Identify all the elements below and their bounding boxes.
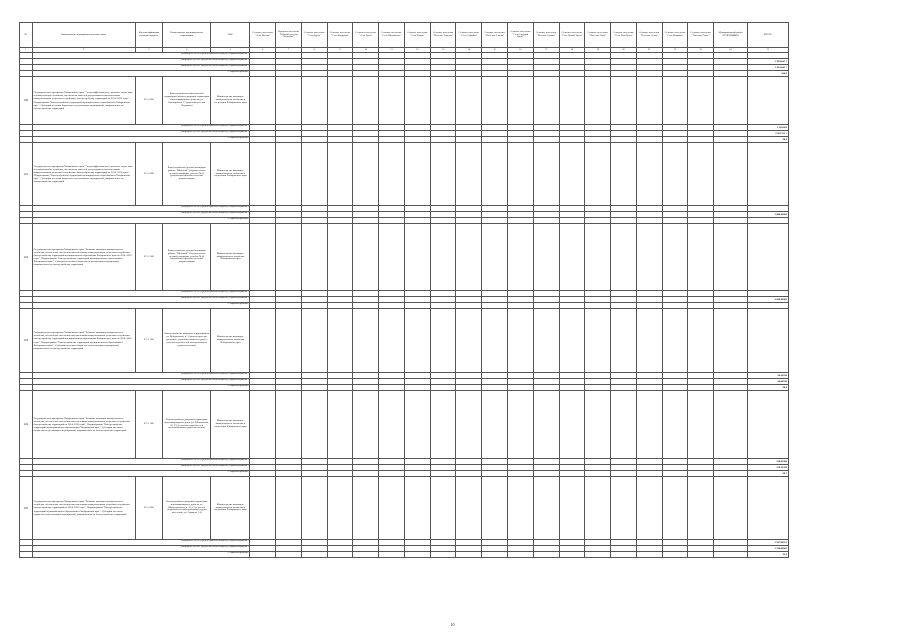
project-object: Благоустройство детской площадки района "Шахтный" (Строительство детской площадки, участок № 2) (разработка проектно-сметной документации) <box>163 143 211 206</box>
value-cell-empty <box>636 391 662 459</box>
value-cell-empty <box>714 477 748 540</box>
value-cell-empty <box>327 552 353 558</box>
value-cell-empty <box>688 391 714 459</box>
value-cell-empty <box>533 143 559 206</box>
column-number: 2 <box>32 48 135 53</box>
value-cell-empty <box>379 143 405 206</box>
value-cell-empty <box>456 224 482 291</box>
value-cell-empty <box>404 224 430 291</box>
column-number: 10 <box>353 48 379 53</box>
value-cell-empty <box>250 552 276 558</box>
value-cell-empty <box>688 77 714 125</box>
column-number: 1 <box>20 48 33 53</box>
project-object: Благоустройство детской площадки района "Шахтный" (Строительство детской площадки, участок № 4) (разработка проектно-сметной документации) <box>163 224 211 291</box>
finance-label: утверждено (за счет средств местного бюджета) (софинансирование) <box>32 131 250 137</box>
finance-label: % софинансирования <box>32 71 250 77</box>
project-description: Государственная программа Хабаровского края "Энергоэффективность, развитие энергетики и коммунального хозяйства, обеспечение жителей доступными и качественными коммунальными услугами и содействие благоустройству территорий на 2014–2020 годы". Подпрограмма "Благоустройство территорий муниципальных образований в Хабаровском крае". Субсидии местным бюджетам на реализацию мероприятий, направленных на благоустройство территорий <box>32 77 135 125</box>
header-grbs: ГРБС <box>211 23 250 48</box>
project-number: 125 <box>20 477 33 540</box>
header-poselenie: Сельское поселение "Село Тырма" <box>404 23 430 48</box>
total-value: 99,8 <box>747 385 788 391</box>
project-budget-code: 071 1 000 <box>135 309 162 373</box>
value-cell-empty <box>636 552 662 558</box>
value-cell-empty <box>430 143 456 206</box>
project-number: 120 <box>20 77 33 125</box>
total-value: 2 963,647 ? <box>747 65 788 71</box>
project-row <box>20 391 789 459</box>
project-row <box>20 77 789 125</box>
value-cell-empty <box>636 309 662 373</box>
total-value: 64,16700 <box>747 373 788 379</box>
value-cell-empty <box>714 552 748 558</box>
column-number: 24 <box>714 48 748 53</box>
finance-label: утверждено (за счет средств местного бюджета) (софинансирование) <box>32 212 250 218</box>
value-cell-empty <box>559 77 585 125</box>
total-value: 91,3 <box>747 552 788 558</box>
value-cell-empty <box>404 77 430 125</box>
column-number: 15 <box>482 48 508 53</box>
value-cell-empty <box>636 77 662 125</box>
header-poselenie: Сельское поселение "Село Усть-Ургал" <box>611 23 637 48</box>
value-cell-empty <box>404 143 430 206</box>
value-cell-empty <box>301 309 327 373</box>
value-cell-empty <box>688 477 714 540</box>
value-cell-empty <box>482 391 508 459</box>
value-cell-empty <box>688 309 714 373</box>
value-cell-empty <box>533 309 559 373</box>
column-number: 16 <box>508 48 534 53</box>
header-poselenie: Сельское поселение "Село Шахтинское" <box>379 23 405 48</box>
column-number: 23 <box>688 48 714 53</box>
header-poselenie: Сельское поселение "Село Софийск" <box>456 23 482 48</box>
value-cell-empty <box>404 477 430 540</box>
value-cell-empty <box>611 77 637 125</box>
total-value: 64,06700 <box>747 379 788 385</box>
value-cell-empty <box>585 77 611 125</box>
financing-table <box>19 22 789 558</box>
value-cell-empty <box>482 552 508 558</box>
finance-label: утверждено (за счет средств краевого бюджета) (софинансирование) <box>32 459 250 465</box>
finance-label: % софинансирования <box>32 552 250 558</box>
value-cell-empty <box>327 477 353 540</box>
value-cell-empty <box>482 143 508 206</box>
value-cell-empty <box>276 309 302 373</box>
value-cell-empty <box>353 391 379 459</box>
value-cell-empty <box>456 309 482 373</box>
value-cell-empty <box>276 477 302 540</box>
project-budget-code: 071 4 000 <box>135 477 162 540</box>
value-cell-empty <box>276 143 302 206</box>
value-cell-empty <box>585 552 611 558</box>
finance-label: утверждено (за счет средств местного бюджета) (софинансирование) <box>32 65 250 71</box>
value-cell-empty <box>508 477 534 540</box>
total-value: 3 563,602 <box>747 125 788 131</box>
finance-label: % софинансирования <box>32 303 250 309</box>
total-value: 99,7 <box>747 471 788 477</box>
value-cell-empty <box>250 143 276 206</box>
value-cell-empty <box>662 391 688 459</box>
value-cell-empty <box>379 224 405 291</box>
header-budget-code: Код классификации расходов бюджета <box>135 23 162 48</box>
total-value: 2 963,647 ? <box>747 59 788 65</box>
header-poselenie: Сельское поселение "Поселок Ганко" <box>688 23 714 48</box>
column-number: 7 <box>276 48 302 53</box>
value-cell-empty <box>636 224 662 291</box>
value-cell-empty <box>508 143 534 206</box>
project-number: 122 <box>20 224 33 291</box>
header-no: № <box>20 23 33 48</box>
project-row <box>20 143 789 206</box>
project-number: 123 <box>20 309 33 373</box>
finance-label: утверждено (за счет средств местного бюджета) (софинансирование) <box>32 297 250 303</box>
finance-label: % софинансирования <box>32 137 250 143</box>
header-mr: Муниципальный район (ГЕЛЕНДЖИК) <box>714 23 748 48</box>
column-number: 12 <box>404 48 430 53</box>
value-cell-empty <box>662 143 688 206</box>
project-description: Государственная программа Хабаровского края "Развитие жилищно-коммунального хозяйства, обеспечение населения качественными коммунальными услугами и содействие благоустройству территорий на 2014–2020 годы". Подпрограмма "Благоустройство территорий муниципальных образований в Хабаровском крае". Субсидии местным бюджетам на реализацию мероприятий, направленных на благоустройство территорий <box>32 391 135 459</box>
finance-label: утверждено (за счет средств краевого бюджета) (софинансирование) <box>32 53 250 59</box>
value-cell-empty <box>353 552 379 558</box>
project-grbs: Министерство жилищно-коммунального хозяйства Хабаровского края <box>211 309 250 373</box>
column-number: 20 <box>611 48 637 53</box>
header-district: Наименование муниципального образования <box>163 23 211 48</box>
header-poselenie: Сельское поселение "Поселок Этыркэн" <box>430 23 456 48</box>
value-cell-empty <box>327 224 353 291</box>
column-number: 19 <box>585 48 611 53</box>
value-cell-empty <box>482 77 508 125</box>
value-cell-empty <box>747 77 788 125</box>
value-cell-empty <box>301 391 327 459</box>
header-poselenie: Сельское поселение "Поселок Суляки" <box>533 23 559 48</box>
value-cell-empty <box>714 143 748 206</box>
value-cell-empty <box>611 143 637 206</box>
value-cell-empty <box>379 552 405 558</box>
value-cell-empty <box>559 391 585 459</box>
value-cell-empty <box>430 224 456 291</box>
value-cell-empty <box>559 552 585 558</box>
value-cell-empty <box>327 77 353 125</box>
value-cell-empty <box>714 77 748 125</box>
value-cell-empty <box>250 224 276 291</box>
project-row <box>20 309 789 373</box>
value-cell-empty <box>533 224 559 291</box>
project-row <box>20 477 789 540</box>
finance-label: утверждено (за счет средств краевого бюджета) (софинансирование) <box>32 206 250 212</box>
value-cell-empty <box>611 552 637 558</box>
page-number: 10 <box>450 622 455 627</box>
value-cell-empty <box>636 143 662 206</box>
project-description: Государственная программа Хабаровского края "Развитие жилищно-коммунального хозяйства, обеспечение населения качественными коммунальными услугами и содействие благоустройству территорий на 2014–2020 годы". Подпрограмма "Благоустройство территорий муниципальных образований в Хабаровском крае". Субсидии местным бюджетам на реализацию мероприятий, направленных на благоустройство территорий <box>32 477 135 540</box>
value-cell-empty <box>353 477 379 540</box>
value-cell-empty <box>611 477 637 540</box>
value-cell-empty <box>327 143 353 206</box>
value-cell-empty <box>301 77 327 125</box>
project-budget-code: 071 4 000 <box>135 77 162 125</box>
project-number: 121 <box>20 143 33 206</box>
column-number: 21 <box>636 48 662 53</box>
header-poselenie: Сельское поселение "Село Кислов" <box>250 23 276 48</box>
value-cell-empty <box>585 224 611 291</box>
value-cell-empty <box>559 143 585 206</box>
value-cell-empty <box>611 309 637 373</box>
value-cell-empty <box>559 224 585 291</box>
value-cell-empty <box>585 391 611 459</box>
value-cell-empty <box>662 224 688 291</box>
value-cell-empty <box>301 143 327 206</box>
value-cell-empty <box>508 224 534 291</box>
total-value: 1 947,89251 <box>747 540 788 546</box>
value-cell-empty <box>508 309 534 373</box>
header-poselenie: Сельское поселение "Поселок Сутар" <box>636 23 662 48</box>
header-name: Наименование мероприятия целевой статьи <box>32 23 135 48</box>
value-cell-empty <box>404 552 430 558</box>
project-description: Государственная программа Хабаровского края "Энергоэффективность, развитие энергетики и коммунального хозяйства, обеспечение жителей доступными и качественными коммунальными услугами и содействие благоустройству территорий на 2014–2020 годы". Подпрограмма "Благоустройство территорий муниципальных образований в Хабаровском крае". Субсидии местным бюджетам на реализацию мероприятий, направленных на благоустройство территорий <box>32 143 135 206</box>
header-row <box>20 23 789 48</box>
project-object: Благоустройство дворовой территории многоквартирного дома (ул. Шахтинская, 20, 22) (с учетом потребностей маломобильных групп населения) <box>163 391 211 459</box>
finance-label: утверждено (за счет средств краевого бюджета) (софинансирование) <box>32 125 250 131</box>
total-value: 158,31200 <box>747 465 788 471</box>
value-cell-empty <box>662 309 688 373</box>
value-cell-empty <box>301 552 327 558</box>
value-cell-empty <box>430 552 456 558</box>
value-cell-empty <box>301 224 327 291</box>
value-cell-empty <box>379 77 405 125</box>
value-cell-empty <box>611 391 637 459</box>
value-cell-empty <box>636 477 662 540</box>
value-cell-empty <box>353 309 379 373</box>
value-cell-empty <box>482 477 508 540</box>
value-cell-empty <box>747 477 788 540</box>
header-poselenie: Сельское поселение "Село Ургал" <box>353 23 379 48</box>
value-cell-empty <box>353 143 379 206</box>
project-row <box>20 224 789 291</box>
column-number: 4 <box>163 48 211 53</box>
project-grbs: Министерство жилищно-коммунального хозяйства и энергетики Хабаровского края <box>211 77 250 125</box>
header-poselenie: Сельское поселение "Село Кошкино" <box>662 23 688 48</box>
column-number: 18 <box>559 48 585 53</box>
column-number: 5 <box>211 48 250 53</box>
value-cell-empty <box>250 309 276 373</box>
column-number: 25 <box>747 48 788 53</box>
value-cell-empty <box>533 77 559 125</box>
finance-label: утверждено (за счет средств местного бюджета) (софинансирование) <box>32 59 250 65</box>
project-grbs: Министерство жилищно-коммунального хозяйства и энергетики Хабаровского края <box>211 143 250 206</box>
value-cell-empty <box>533 391 559 459</box>
column-number: 14 <box>456 48 482 53</box>
value-cell-empty <box>688 143 714 206</box>
value-cell-empty <box>559 309 585 373</box>
project-grbs: Министерство жилищно-коммунального хозяйства и энергетики Хабаровского края <box>211 391 250 459</box>
column-number: 6 <box>250 48 276 53</box>
header-poselenie: Сельское поселение "Село Кондрово" <box>327 23 353 48</box>
value-cell-empty <box>714 391 748 459</box>
header-poselenie: Сельское поселение "Село Новый Ургал" <box>559 23 585 48</box>
value-cell-empty <box>327 309 353 373</box>
value-cell-empty <box>747 391 788 459</box>
column-number: 13 <box>430 48 456 53</box>
total-value: 1 766,49001 <box>747 546 788 552</box>
value-cell-empty <box>482 224 508 291</box>
value-cell-empty <box>430 77 456 125</box>
project-budget-code: 071 4 000 <box>135 143 162 206</box>
value-cell-empty <box>662 552 688 558</box>
header-poselenie: Сельское поселение "Село Средний Ургал" <box>508 23 534 48</box>
project-description: Государственная программа Хабаровского края "Развитие жилищно-коммунального хозяйства, обеспечение населения качественными коммунальными услугами и содействие благоустройству территорий муниципальных образований Хабаровского края на 2014–2020 годы". Подпрограмма "Благоустройство территорий муниципальных образований в Хабаровском крае". Субсидии местным бюджетам на реализацию мероприятий, направленных на благоустройство территорий <box>32 224 135 291</box>
total-value: 99,9 <box>747 137 788 143</box>
value-cell-empty <box>611 224 637 291</box>
value-cell-empty <box>456 143 482 206</box>
value-cell-empty <box>714 224 748 291</box>
finance-label: утверждено (за счет средств краевого бюджета) (софинансирование) <box>32 373 250 379</box>
total-value: 4 000,00000 <box>747 297 788 303</box>
value-cell-empty <box>353 77 379 125</box>
finance-label: % софинансирования <box>32 385 250 391</box>
value-cell-empty <box>327 391 353 459</box>
finance-label: утверждено (за счет средств местного бюджета) (софинансирование) <box>32 546 250 552</box>
finance-label: % софинансирования <box>32 471 250 477</box>
header-poselenie: Сельское поселение "Поселок Алонка" <box>482 23 508 48</box>
column-number: 11 <box>379 48 405 53</box>
column-number: 17 <box>533 48 559 53</box>
value-cell-empty <box>508 552 534 558</box>
value-cell-empty <box>250 391 276 459</box>
value-cell-empty <box>404 309 430 373</box>
value-cell-empty <box>508 77 534 125</box>
value-cell-empty <box>250 477 276 540</box>
column-number: 8 <box>301 48 327 53</box>
value-cell-empty <box>747 143 788 206</box>
project-number: 124 <box>20 391 33 459</box>
value-cell-empty <box>714 309 748 373</box>
project-description: Государственная программа Хабаровского края "Развитие жилищно-коммунального хозяйства, обеспечение населения качественными коммунальными услугами и содействие благоустройству территорий муниципальных образований Хабаровского края на 2014–2020 годы". Подпрограмма "Благоустройство территорий муниципальных образований в Хабаровском крае". Субсидии местным бюджетам на реализацию мероприятий, направленных на благоустройство территорий <box>32 309 135 373</box>
project-budget-code: 071 1 000 <box>135 224 162 291</box>
value-cell-empty <box>508 391 534 459</box>
value-cell-empty <box>456 552 482 558</box>
finance-label: утверждено (за счет средств местного бюджета) (софинансирование) <box>32 465 250 471</box>
column-number: 9 <box>327 48 353 53</box>
finance-label: % софинансирования <box>32 218 250 224</box>
value-cell-empty <box>688 552 714 558</box>
row-no-empty <box>20 552 33 558</box>
total-value: 100,0 <box>747 71 788 77</box>
value-cell-empty <box>276 552 302 558</box>
column-number: 22 <box>662 48 688 53</box>
finance-row <box>20 552 789 558</box>
value-cell-empty <box>688 224 714 291</box>
value-cell-empty <box>301 477 327 540</box>
value-cell-empty <box>747 224 788 291</box>
value-cell-empty <box>482 309 508 373</box>
value-cell-empty <box>747 309 788 373</box>
total-value: 3 563,711 ? <box>747 131 788 137</box>
project-object: Благоустройство дворовой территории многоквартирного дома по ул. Магистральная, д. 10, 12 (с учетом потребностей маломобильных групп населения, ул. Горького, 14) <box>163 477 211 540</box>
value-cell-empty <box>276 77 302 125</box>
value-cell-empty <box>250 77 276 125</box>
header-poselenie: Сельское поселение "Село Бурея" <box>301 23 327 48</box>
value-cell-empty <box>276 224 302 291</box>
value-cell-empty <box>662 77 688 125</box>
column-number: 3 <box>135 48 162 53</box>
value-cell-empty <box>456 477 482 540</box>
value-cell-empty <box>379 309 405 373</box>
finance-label: утверждено (за счет средств местного бюджета) (софинансирование) <box>32 379 250 385</box>
project-object: Благоустройство общественной территории (ремонт дворовой территории многоквартирного дома) по ул. Октябрьская, 15 (рабочий поселок Чегдомын) <box>163 77 211 125</box>
value-cell-empty <box>533 477 559 540</box>
value-cell-empty <box>662 477 688 540</box>
project-budget-code: 071 1 000 <box>135 391 162 459</box>
value-cell-empty <box>379 391 405 459</box>
value-cell-empty <box>456 391 482 459</box>
value-cell-empty <box>430 477 456 540</box>
value-cell-empty <box>379 477 405 540</box>
header-poselenie: Сельское поселение "Поселок Эльга" <box>585 23 611 48</box>
project-grbs: Министерство жилищно-коммунального хозяйства и энергетики Хабаровского края <box>211 477 250 540</box>
value-cell-empty <box>430 391 456 459</box>
header-poselenie: Городское поселение "Рабочий поселок Чегдомын" <box>276 23 302 48</box>
project-grbs: Министерство жилищно-коммунального хозяйства Хабаровского края <box>211 224 250 291</box>
total-value: 2 966,00000 <box>747 212 788 218</box>
finance-label: утверждено (за счет средств краевого бюджета) (софинансирование) <box>32 291 250 297</box>
value-cell-empty <box>533 552 559 558</box>
header-total: ИТОГО <box>747 23 788 48</box>
value-cell-empty <box>585 143 611 206</box>
value-cell-empty <box>585 477 611 540</box>
value-cell-empty <box>276 391 302 459</box>
value-cell-empty <box>430 309 456 373</box>
value-cell-empty <box>353 224 379 291</box>
value-cell-empty <box>585 309 611 373</box>
value-cell-empty <box>404 391 430 459</box>
finance-label: утверждено (за счет средств краевого бюджета) (софинансирование) <box>32 540 250 546</box>
total-value: 158,61900 <box>747 459 788 465</box>
value-cell-empty <box>559 477 585 540</box>
project-object: Благоустройство дворовых территорий по ул. Центральная, д. 2 (ремонт проезда, тротуаров, установка скамеек и урн) (с учетом потребностей маломобильных групп населения) <box>163 309 211 373</box>
value-cell-empty <box>456 77 482 125</box>
